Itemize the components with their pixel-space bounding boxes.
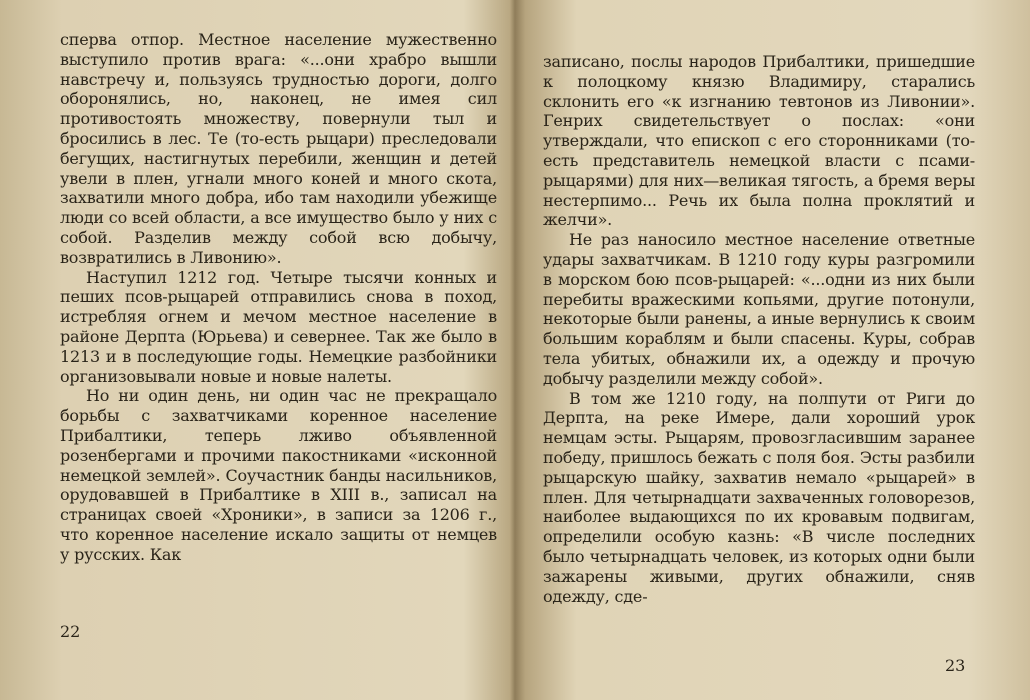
page-number-left: 22	[60, 622, 81, 641]
paragraph: В том же 1210 году, на полпути от Риги до Дерпта, на реке Имере, дали хороший урок немцам эсты. Рыцарям, провозгласившим заранее победу, пришлось бежать с поля боя. Эсты разбили рыцарскую шайку, захватив немало «рыцарей» в плен. Для четырнадцати захваченных головорезов, наиболее выдающихся по их кровавым подвигам, определили особую казнь: «В числе последних было четырнадцать человек, из которых одни были зажарены живыми, других обнажили, сняв одежду, сде-	[543, 388, 975, 606]
paragraph: записано, послы народов Прибалтики, пришедшие к полоцкому князю Владимиру, старались склонить его «к изгнанию тевтонов из Ливонии». Генрих свидетельствует о послах: «они утверждали, что епископ с его сторонниками (то-есть представитель немецкой власти с псами-рыцарями) для них—великая тягость, а бремя веры нестерпимо... Речь их была полна проклятий и желчи».	[543, 52, 975, 230]
paragraph: Не раз наносило местное население ответные удары захватчикам. В 1210 году куры разгромили в морском бою псов-рыцарей: «...одни из них были перебиты вражескими копьями, другие потонули, некоторые были ранены, а иные вернулись к своим большим кораблям и были спасены. Куры, собрав тела убитых, обнажили их, а одежду и прочую добычу разделили между собой».	[543, 230, 975, 388]
paragraph: Но ни один день, ни один час не прекращало борьбы с захватчиками коренное население Прибалтики, теперь лживо объявленной розенбергами и прочими пакостниками «исконной немецкой землей». Соучастник банды насильников, орудовавшей в Прибалтике в XIII в., записал на страницах своей «Хроники», в записи за 1206 г., что коренное население искало защиты от немцев у русских. Как	[60, 386, 497, 564]
page-number-right: 23	[945, 656, 966, 675]
paragraph: сперва отпор. Местное население мужественно выступило против врага: «...они храбро вышли навстречу и, пользуясь трудностью дороги, долго оборонялись, но, наконец, не имея сил противостоять множеству, повернули тыл и бросились в лес. Те (то-есть рыцари) преследовали бегущих, настигнутых перебили, женщин и детей увели в плен, угнали много коней и много скота, захватили много добра, ибо там находили убежище люди со всей области, а все имущество было у них с собой. Разделив между собой всю добычу, возвратились в Ливонию».	[60, 30, 497, 267]
left-page-text	[60, 30, 497, 565]
paragraph: Наступил 1212 год. Четыре тысячи конных и пеших псов-рыцарей отправились снова в поход, истребляя огнем и мечом местное население в районе Дерпта (Юрьева) и севернее. Так же было в 1213 и в последующие годы. Немецкие разбойники организовывали новые и новые налеты.	[60, 267, 497, 386]
right-page-text	[543, 52, 975, 606]
right-page	[515, 0, 1030, 700]
